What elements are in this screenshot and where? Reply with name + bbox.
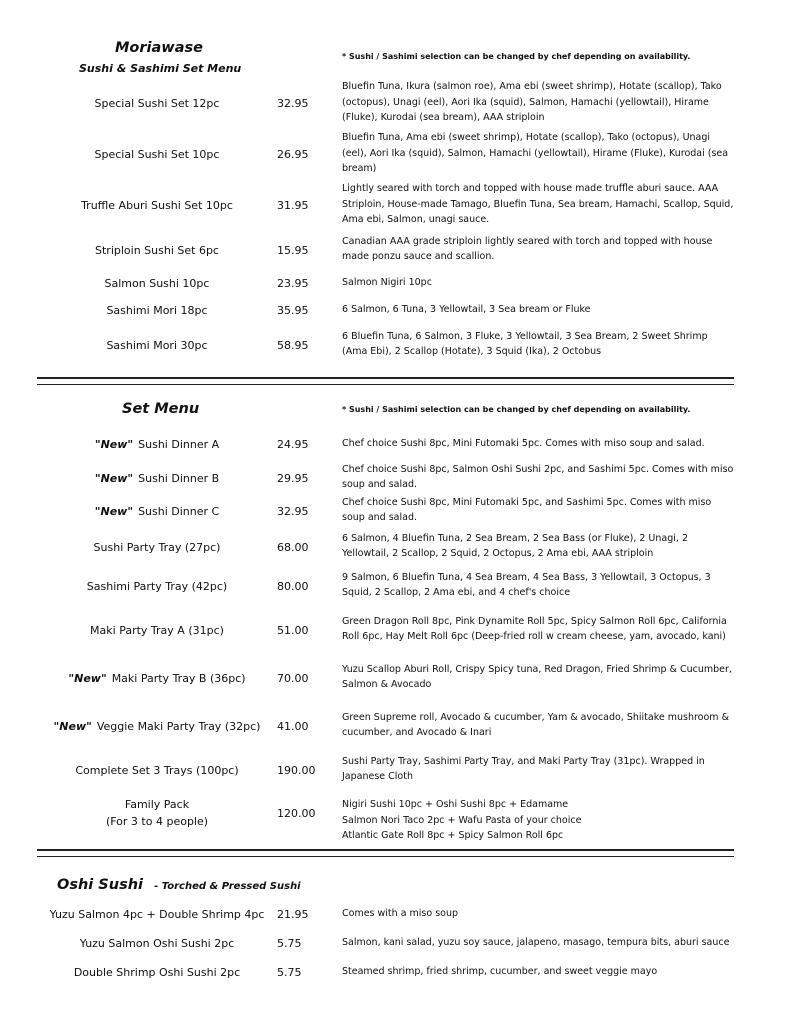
menu-item-name: Salmon Sushi 10pc: [104, 276, 210, 290]
menu-item-price: 35.95: [277, 303, 309, 317]
menu-item-description: Green Dragon Roll 8pc, Pink Dynamite Roll 5pc, Spicy Salmon Roll 6pc, California Roll 6pc, Hay Melt Roll 6pc (Deep-fried roll w cream cheese, yam, avocado, kani): [342, 615, 727, 642]
menu-item-description: Salmon Nigiri 10pc: [342, 277, 432, 289]
moriawase-title: Moriawase: [115, 40, 203, 56]
menu-item-name: Double Shrimp Oshi Sushi 2pc: [73, 965, 241, 979]
menu-item-description: Salmon, kani salad, yuzu soy sauce, jalapeno, masago, tempura bits, aburi sauce: [342, 937, 730, 949]
description-line: Salmon Nori Taco 2pc + Wafu Pasta of your choice: [342, 814, 582, 826]
menu-item-price: 80.00: [277, 579, 309, 593]
menu-item-label: Sushi Dinner A: [138, 437, 220, 451]
menu-item-description: [342, 797, 581, 844]
new-tag: "New": [94, 471, 134, 485]
menu-item-price: 26.95: [277, 147, 309, 161]
menu-item-price: 21.95: [277, 907, 309, 921]
new-tag: "New": [94, 504, 134, 518]
menu-item-description: 6 Salmon, 6 Tuna, 3 Yellowtail, 3 Sea bream or Fluke: [342, 304, 591, 316]
menu-item-label: Sushi Dinner B: [138, 471, 220, 485]
set-menu-note: * Sushi / Sashimi selection can be changed by chef depending on availability.: [342, 405, 691, 414]
menu-item-description: Chef choice Sushi 8pc, Mini Futomaki 5pc. Comes with miso soup and salad.: [342, 438, 705, 450]
menu-item-name: Truffle Aburi Sushi Set 10pc: [81, 199, 233, 212]
moriawase-note: * Sushi / Sashimi selection can be changed by chef depending on availability.: [342, 52, 691, 61]
oshi-subtitle: - Torched & Pressed Sushi: [154, 881, 301, 892]
menu-item-price: 120.00: [277, 806, 316, 820]
menu-item-label: Family Pack: [124, 798, 190, 811]
menu-item-price: 190.00: [277, 763, 316, 777]
menu-item-name: Special Sushi Set 12pc: [94, 96, 220, 110]
menu-item-description: Yuzu Scallop Aburi Roll, Crispy Spicy tuna, Red Dragon, Fried Shrimp & Cucumber, Salmon & Avocado: [342, 663, 732, 690]
menu-item-label: Veggie Maki Party Tray (32pc): [96, 719, 261, 733]
menu-item-description: 9 Salmon, 6 Bluefin Tuna, 4 Sea Bream, 4 Sea Bass, 3 Yellowtail, 3 Octopus, 3 Squid, 2 Scallop, 2 Ama ebi, and 4 chef's choice: [342, 571, 711, 598]
oshi-header: [57, 874, 301, 893]
oshi-title: Oshi Sushi: [57, 877, 143, 893]
section-divider: [37, 377, 734, 385]
menu-item-description: Steamed shrimp, fried shrimp, cucumber, and sweet veggie mayo: [342, 966, 658, 978]
menu-item-label: Maki Party Tray B (36pc): [111, 671, 246, 685]
menu-item-name: Maki Party Tray A (31pc): [90, 623, 224, 637]
menu-item-name: [37, 664, 277, 692]
description-line: Nigiri Sushi 10pc + Oshi Sushi 8pc + Edamame: [342, 799, 569, 810]
menu-item-price: 5.75: [277, 936, 302, 950]
menu-item-price: 58.95: [277, 338, 309, 352]
new-tag: "New": [94, 437, 134, 451]
menu-item-description: Chef choice Sushi 8pc, Mini Futomaki 5pc, and Sashimi 5pc. Comes with miso soup and salad.: [342, 496, 712, 523]
description-line: Atlantic Gate Roll 8pc + Spicy Salmon Roll 6pc: [342, 830, 564, 841]
menu-item-name: Yuzu Salmon Oshi Sushi 2pc: [79, 936, 235, 950]
menu-item-description: Bluefin Tuna, Ikura (salmon roe), Ama ebi (sweet shrimp), Hotate (scallop), Tako (octopus), Unagi (eel), Aori Ika (squid), Salmon, Hamachi (yellowtail), Hirame (Fluke), Kurodai (sea bream), AAA striploin: [342, 81, 722, 124]
menu-item-name: Striploin Sushi Set 6pc: [95, 243, 219, 257]
new-tag: "New": [53, 719, 92, 733]
family-pack-name: [37, 796, 277, 830]
section-divider: [37, 849, 734, 857]
menu-item-name: Sashimi Mori 18pc: [106, 303, 208, 317]
menu-item-name: Sushi Party Tray (27pc): [93, 540, 221, 554]
menu-item-description: 6 Bluefin Tuna, 6 Salmon, 3 Fluke, 3 Yellowtail, 3 Sea Bream, 2 Sweet Shrimp (Ama Ebi), 2 Scallop (Hotate), 3 Squid (Ika), 2 Octobus: [342, 330, 708, 357]
menu-item-price: 23.95: [277, 276, 309, 290]
menu-item-price: 41.00: [277, 719, 309, 733]
menu-item-price: 15.95: [277, 243, 309, 257]
menu-item-name: [37, 497, 277, 525]
menu-item-price: 24.95: [277, 437, 309, 451]
menu-item-name: [37, 464, 277, 492]
menu-item-price: 32.95: [277, 96, 309, 110]
menu-item-name: Sashimi Party Tray (42pc): [86, 579, 228, 593]
menu-item-price: 32.95: [277, 504, 309, 518]
menu-item-description: Bluefin Tuna, Ama ebi (sweet shrimp), Hotate (scallop), Tako (octopus), Unagi (eel), Aori Ika (squid), Salmon, Hamachi (yellowtail), Hirame (Fluke), Kurodai (sea bream): [342, 132, 729, 175]
menu-item-name: Complete Set 3 Trays (100pc): [75, 763, 239, 777]
menu-item-price: 51.00: [277, 623, 309, 637]
menu-item-description: Canadian AAA grade striploin lightly seared with torch and topped with house made ponzu sauce and scallion.: [342, 235, 713, 262]
menu-item-price: 70.00: [277, 671, 309, 685]
menu-item-price: 68.00: [277, 540, 309, 554]
menu-item-description: Sushi Party Tray, Sashimi Party Tray, and Maki Party Tray (31pc). Wrapped in Japanese Cloth: [342, 755, 705, 782]
menu-item-price: 31.95: [277, 199, 309, 212]
menu-item-description: 6 Salmon, 4 Bluefin Tuna, 2 Sea Bream, 2 Sea Bass (or Fluke), 2 Unagi, 2 Yellowtail, 2 Scallop, 2 Squid, 2 Octopus, 2 Ama ebi, AAA striploin: [342, 532, 688, 559]
moriawase-subtitle: Sushi & Sashimi Set Menu: [79, 62, 242, 75]
set-menu-title: Set Menu: [122, 401, 200, 417]
menu-item-name: Sashimi Mori 30pc: [106, 338, 208, 352]
new-tag: "New": [68, 671, 107, 685]
menu-item-price: 29.95: [277, 471, 309, 485]
menu-item-name: Special Sushi Set 10pc: [94, 147, 220, 161]
menu-item-sublabel: (For 3 to 4 people): [105, 815, 209, 828]
menu-item-price: 5.75: [277, 965, 302, 979]
menu-item-name: Yuzu Salmon 4pc + Double Shrimp 4pc: [49, 907, 265, 921]
menu-item-description: Lightly seared with torch and topped with house made truffle aburi sauce. AAA Striploin, House-made Tamago, Bluefin Tuna, Sea bream, Hamachi, Scallop, Squid, Ama ebi, Salmon, unagi sauce.: [342, 183, 734, 226]
menu-item-name: [37, 712, 277, 740]
menu-item-description: Comes with a miso soup: [342, 908, 459, 920]
menu-item-description: Green Supreme roll, Avocado & cucumber, Yam & avocado, Shiitake mushroom & cucumber, and Avocado & Inari: [342, 711, 729, 738]
menu-item-name: [37, 435, 277, 453]
menu-item-label: Sushi Dinner C: [138, 504, 220, 518]
menu-item-description: Chef choice Sushi 8pc, Salmon Oshi Sushi 2pc, and Sashimi 5pc. Comes with miso soup and salad.: [342, 463, 734, 490]
